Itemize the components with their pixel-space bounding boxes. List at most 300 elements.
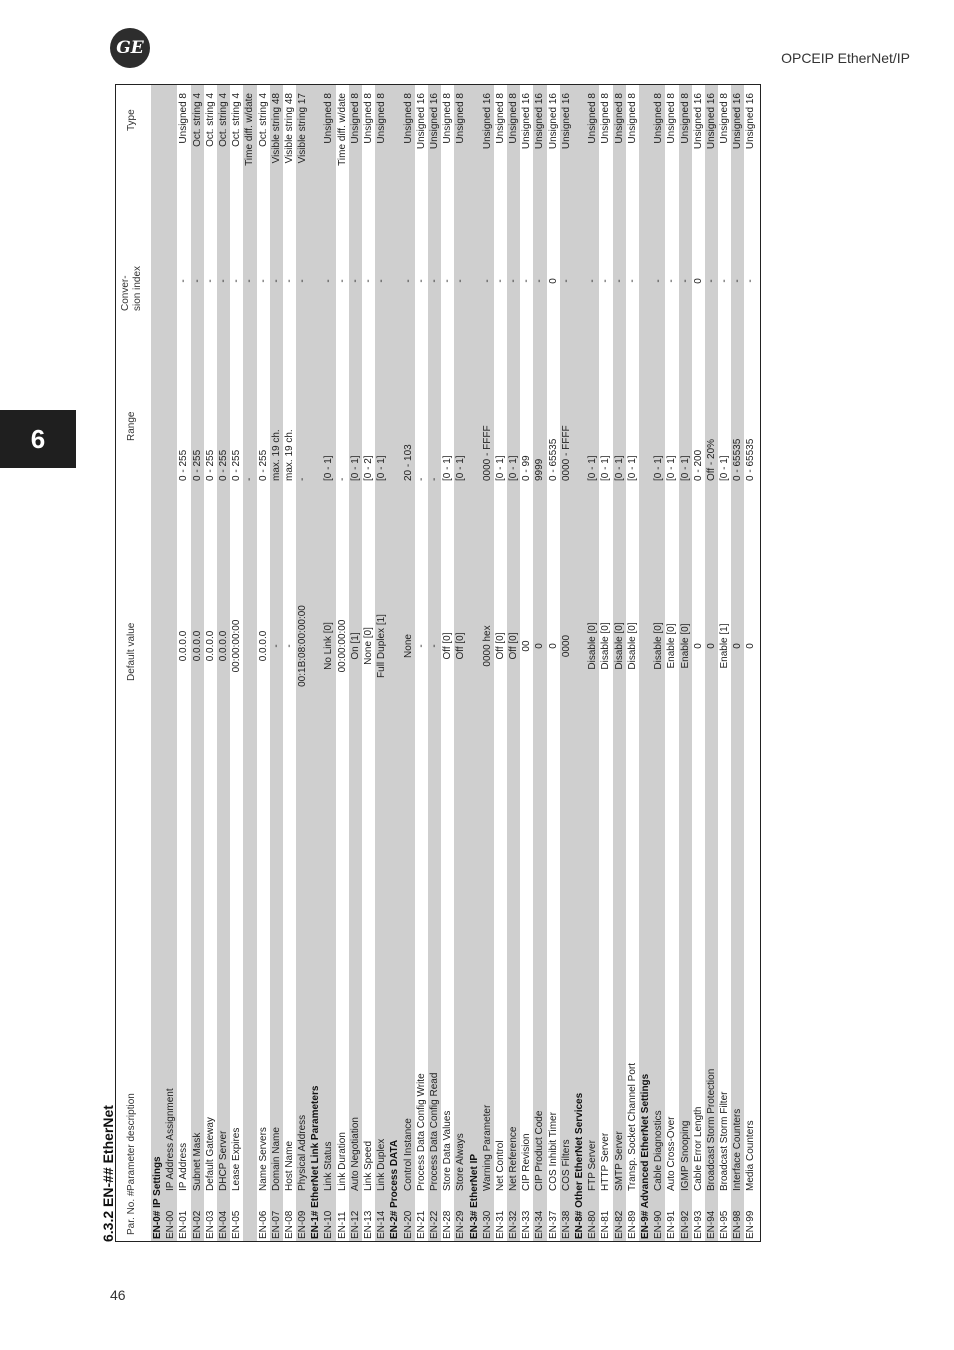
range-cell: 0 - 65535 bbox=[732, 438, 744, 481]
type-cell: Unsigned 16 bbox=[745, 93, 757, 150]
par-no-cell: EN-33 bbox=[521, 1210, 533, 1239]
table-row bbox=[599, 85, 612, 1241]
table-row bbox=[322, 85, 335, 1241]
conversion-index-cell: - bbox=[626, 279, 638, 283]
default-value-cell: 00:1B:08:00:00:00 bbox=[297, 605, 309, 687]
range-cell: [0 - 1] bbox=[442, 455, 454, 481]
range-cell: [0 - 1] bbox=[719, 455, 731, 481]
default-value-cell: 00:00:00:00 bbox=[336, 619, 348, 673]
group-title: EN-2# Process DATA bbox=[389, 1139, 401, 1239]
description-cell: DHCP Server bbox=[217, 1130, 229, 1191]
description-cell: IP Address Assignment bbox=[165, 1088, 177, 1191]
range-cell: - bbox=[415, 477, 427, 481]
description-cell: Broadcast Storm Protection bbox=[705, 1068, 717, 1191]
default-value-cell: Disable [0] bbox=[587, 622, 599, 670]
conversion-index-cell: 0 bbox=[692, 278, 704, 284]
par-no-cell: EN-90 bbox=[653, 1210, 665, 1239]
description-cell: Broadcast Storm Filter bbox=[719, 1091, 731, 1191]
table-row bbox=[217, 85, 230, 1241]
par-no-cell: EN-11 bbox=[336, 1211, 348, 1239]
type-cell: Unsigned 8 bbox=[679, 93, 691, 144]
conversion-index-cell: - bbox=[600, 279, 612, 283]
type-cell: Time diff. w/date bbox=[244, 93, 256, 166]
conversion-index-cell: - bbox=[705, 279, 717, 283]
default-value-cell: 0 bbox=[705, 643, 717, 649]
table-group-row bbox=[639, 85, 652, 1241]
description-cell: SMTP Server bbox=[613, 1131, 625, 1191]
range-cell: [0 - 1] bbox=[613, 455, 625, 481]
type-cell: Unsigned 16 bbox=[534, 93, 546, 150]
conversion-index-cell: - bbox=[231, 279, 243, 283]
type-cell: Unsigned 16 bbox=[692, 93, 704, 150]
description-cell: Auto Negotiation bbox=[349, 1117, 361, 1191]
par-no-cell: EN-01 bbox=[178, 1210, 190, 1239]
range-cell: [0 - 1] bbox=[323, 455, 335, 481]
range-cell: - bbox=[244, 477, 256, 481]
table-row bbox=[494, 85, 507, 1241]
conversion-index-cell: - bbox=[217, 279, 229, 283]
par-no-cell: EN-02 bbox=[191, 1210, 203, 1239]
table-row bbox=[230, 85, 243, 1241]
description-cell: IGMP Snooping bbox=[679, 1120, 691, 1191]
table-header bbox=[116, 85, 151, 1241]
table-row bbox=[441, 85, 454, 1241]
type-cell: Oct. string 4 bbox=[191, 93, 203, 147]
type-cell: Unsigned 8 bbox=[363, 93, 374, 144]
default-value-cell: Full Duplex [1] bbox=[376, 614, 388, 678]
conversion-index-cell: - bbox=[613, 279, 625, 283]
table-row bbox=[375, 85, 388, 1241]
type-cell: Unsigned 8 bbox=[376, 93, 388, 144]
description-cell: Store Always bbox=[455, 1133, 467, 1191]
par-no-cell: EN-22 bbox=[428, 1210, 440, 1239]
description-cell: CIP Revision bbox=[521, 1133, 533, 1191]
type-cell: Unsigned 16 bbox=[481, 93, 493, 150]
range-cell: max. 19 ch. bbox=[283, 429, 295, 481]
type-cell: Unsigned 16 bbox=[428, 93, 440, 150]
conversion-index-cell: - bbox=[521, 279, 533, 283]
range-cell: [0 - 2] bbox=[363, 455, 374, 481]
conversion-index-cell: - bbox=[336, 279, 348, 283]
type-cell: Unsigned 16 bbox=[560, 93, 572, 150]
type-cell: Unsigned 8 bbox=[455, 93, 467, 144]
description-cell: Subnet Mask bbox=[191, 1132, 203, 1191]
type-cell: Visible string 48 bbox=[270, 93, 282, 164]
range-cell: 9999 bbox=[534, 458, 546, 481]
default-value-cell: Off [0] bbox=[508, 632, 520, 660]
description-cell: Process Data Config Write bbox=[415, 1073, 427, 1191]
description-cell: HTTP Server bbox=[600, 1132, 612, 1191]
conversion-index-cell: - bbox=[587, 279, 599, 283]
default-value-cell: On [1] bbox=[349, 632, 361, 660]
par-no-cell: EN-00 bbox=[165, 1210, 177, 1239]
type-cell: Oct. string 4 bbox=[204, 93, 216, 147]
range-cell: 0 - 99 bbox=[521, 455, 533, 481]
table-row bbox=[626, 85, 639, 1241]
default-value-cell: 00:00:00:00 bbox=[231, 619, 243, 673]
default-value-cell: Disable [0] bbox=[626, 622, 638, 670]
par-no-cell: EN-28 bbox=[442, 1210, 454, 1239]
range-cell: 0 - 200 bbox=[692, 449, 704, 481]
default-value-cell: 0.0.0.0 bbox=[191, 630, 203, 662]
table-row bbox=[547, 85, 560, 1241]
table-group-row bbox=[573, 85, 586, 1241]
table-row bbox=[454, 85, 467, 1241]
range-cell: - bbox=[297, 477, 309, 481]
type-cell: Unsigned 8 bbox=[587, 93, 599, 144]
par-no-cell: EN-99 bbox=[745, 1210, 757, 1239]
conversion-index-cell: - bbox=[745, 279, 757, 283]
conversion-index-cell: - bbox=[560, 279, 572, 283]
default-value-cell: Enable [1] bbox=[719, 623, 731, 669]
range-cell: [0 - 1] bbox=[679, 455, 691, 481]
range-cell: 0 - 255 bbox=[191, 449, 203, 481]
description-cell: Control Instance bbox=[402, 1118, 414, 1191]
conversion-index-cell: - bbox=[534, 279, 546, 283]
conversion-index-cell: - bbox=[442, 279, 454, 283]
par-no-cell: EN-03 bbox=[204, 1210, 216, 1239]
default-value-cell: None bbox=[402, 634, 414, 658]
table-row bbox=[428, 85, 441, 1241]
type-cell: Unsigned 8 bbox=[600, 93, 612, 144]
table-group-row bbox=[468, 85, 481, 1241]
description-cell: IP Address bbox=[178, 1142, 190, 1191]
description-cell: Transp. Socket Channel Port bbox=[626, 1062, 638, 1191]
conversion-index-cell: - bbox=[402, 279, 414, 283]
table-row bbox=[652, 85, 665, 1241]
table-row bbox=[296, 85, 309, 1241]
range-cell: - bbox=[428, 477, 440, 481]
table-row bbox=[243, 85, 256, 1241]
conversion-index-cell: - bbox=[178, 279, 190, 283]
par-no-cell: EN-06 bbox=[257, 1210, 269, 1239]
par-no-cell: EN-12 bbox=[349, 1210, 361, 1239]
type-cell: Unsigned 16 bbox=[415, 93, 427, 150]
range-cell: 0 - 255 bbox=[217, 449, 229, 481]
type-cell: Unsigned 8 bbox=[626, 93, 638, 144]
description-cell: Media Counters bbox=[745, 1120, 757, 1191]
range-cell: 0 - 65535 bbox=[745, 438, 757, 481]
range-cell: [0 - 1] bbox=[376, 455, 388, 481]
description-cell: Default Gateway bbox=[204, 1117, 216, 1191]
default-value-cell: Disable [0] bbox=[613, 622, 625, 670]
default-value-cell: - bbox=[270, 644, 282, 648]
conversion-index-cell: - bbox=[349, 279, 361, 283]
default-value-cell: 0.0.0.0 bbox=[217, 630, 229, 662]
range-cell: - bbox=[336, 477, 348, 481]
range-cell: Off - 20% bbox=[705, 438, 717, 481]
conversion-index-cell: - bbox=[204, 279, 216, 283]
description-cell: Interface Counters bbox=[732, 1108, 744, 1191]
par-no-cell: EN-20 bbox=[402, 1210, 414, 1239]
column-header-default: Default value bbox=[126, 622, 137, 681]
type-cell: Unsigned 16 bbox=[547, 93, 559, 150]
description-cell: Cable Error Length bbox=[692, 1106, 704, 1191]
column-header-par-no: Par. No. # bbox=[126, 1190, 137, 1235]
parameter-table bbox=[115, 84, 761, 1242]
par-no-cell: EN-82 bbox=[613, 1210, 625, 1239]
table-row bbox=[731, 85, 744, 1241]
section-heading: 6.3.2 EN-## EtherNet bbox=[100, 1105, 116, 1242]
description-cell: Process Data Config Read bbox=[428, 1072, 440, 1191]
par-no-cell: EN-31 bbox=[494, 1210, 506, 1239]
type-cell: Visible string 17 bbox=[297, 93, 309, 164]
chapter-tab: 6 bbox=[0, 410, 76, 468]
default-value-cell: Enable [0] bbox=[666, 623, 678, 669]
description-cell: Net Reference bbox=[508, 1126, 520, 1191]
ge-logo-icon: GE bbox=[110, 28, 150, 68]
default-value-cell: 0 bbox=[547, 643, 559, 649]
description-cell: Warning Parameter bbox=[481, 1104, 493, 1191]
range-cell: [0 - 1] bbox=[455, 455, 467, 481]
conversion-index-cell: - bbox=[297, 279, 309, 283]
default-value-cell: 0.0.0.0 bbox=[257, 630, 269, 662]
description-cell: Link Duration bbox=[336, 1132, 348, 1191]
range-cell: [0 - 1] bbox=[600, 455, 612, 481]
table-row bbox=[349, 85, 362, 1241]
par-no-cell: EN-05 bbox=[231, 1210, 243, 1239]
par-no-cell: EN-29 bbox=[455, 1210, 467, 1239]
type-cell: Unsigned 8 bbox=[613, 93, 625, 144]
group-title: EN-0# IP Settings bbox=[152, 1156, 163, 1239]
description-cell: COS Inhibit Timer bbox=[547, 1112, 559, 1191]
description-cell: Net Control bbox=[494, 1140, 506, 1191]
table-group-row bbox=[309, 85, 322, 1241]
table-row bbox=[481, 85, 494, 1241]
par-no-cell: EN-38 bbox=[560, 1210, 572, 1239]
description-cell: Cable Diagnostics bbox=[653, 1110, 665, 1191]
type-cell: Unsigned 8 bbox=[442, 93, 454, 144]
type-cell: Unsigned 8 bbox=[653, 93, 665, 144]
type-cell: Unsigned 16 bbox=[732, 93, 744, 150]
par-no-cell: EN-13 bbox=[363, 1210, 374, 1239]
table-row bbox=[257, 85, 270, 1241]
table-row bbox=[692, 85, 705, 1241]
par-no-cell: EN-32 bbox=[508, 1210, 520, 1239]
par-no-cell: EN-34 bbox=[534, 1210, 546, 1239]
type-cell: Unsigned 8 bbox=[719, 93, 731, 144]
default-value-cell: - bbox=[428, 644, 440, 648]
par-no-cell: EN-89 bbox=[626, 1210, 638, 1239]
column-header-type: Type bbox=[126, 109, 137, 131]
default-value-cell: Enable [0] bbox=[679, 623, 691, 669]
type-cell: Unsigned 8 bbox=[349, 93, 361, 144]
conversion-index-cell: - bbox=[481, 279, 493, 283]
description-cell: Domain Name bbox=[270, 1127, 282, 1191]
group-title: EN-8# Other EtherNet Services bbox=[574, 1092, 585, 1239]
default-value-cell: 0000 hex bbox=[481, 625, 493, 667]
table-row bbox=[613, 85, 626, 1241]
column-header-conversion: Conver- bbox=[120, 275, 131, 311]
par-no-cell: EN-81 bbox=[600, 1210, 612, 1239]
range-cell: 0 - 255 bbox=[257, 449, 269, 481]
default-value-cell: Off [0] bbox=[494, 632, 506, 660]
description-cell: Link Status bbox=[323, 1141, 335, 1191]
par-no-cell: EN-07 bbox=[270, 1210, 282, 1239]
group-title: EN-3# EtherNet IP bbox=[468, 1153, 480, 1239]
range-cell: max. 19 ch. bbox=[270, 429, 282, 481]
conversion-index-cell: - bbox=[257, 279, 269, 283]
conversion-index-cell: - bbox=[244, 279, 256, 283]
range-cell: 0 - 65535 bbox=[547, 438, 559, 481]
conversion-index-cell: - bbox=[270, 279, 282, 283]
conversion-index-cell: - bbox=[679, 279, 691, 283]
range-cell: [0 - 1] bbox=[494, 455, 506, 481]
default-value-cell: Off [0] bbox=[455, 632, 467, 660]
conversion-index-cell: - bbox=[376, 279, 388, 283]
table-row bbox=[191, 85, 204, 1241]
par-no-cell: EN-94 bbox=[705, 1210, 717, 1239]
range-cell: 0 - 255 bbox=[231, 449, 243, 481]
description-cell: Name Servers bbox=[257, 1127, 269, 1191]
group-title: EN-1# EtherNet Link Parameters bbox=[310, 1085, 322, 1239]
par-no-cell: EN-93 bbox=[692, 1210, 704, 1239]
group-title: EN-9# Advanced EtherNet Settings bbox=[639, 1073, 651, 1239]
type-cell: Visible string 48 bbox=[283, 93, 295, 164]
default-value-cell: None [0] bbox=[363, 627, 374, 665]
range-cell: [0 - 1] bbox=[626, 455, 638, 481]
table-row bbox=[507, 85, 520, 1241]
conversion-index-cell: - bbox=[415, 279, 427, 283]
table-row bbox=[520, 85, 533, 1241]
table-row bbox=[586, 85, 599, 1241]
table-group-row bbox=[151, 85, 164, 1241]
table-row bbox=[362, 85, 375, 1241]
description-cell: Physical Address bbox=[297, 1114, 309, 1191]
type-cell: Unsigned 8 bbox=[508, 93, 520, 144]
conversion-index-cell: - bbox=[428, 279, 440, 283]
default-value-cell: 0 bbox=[732, 643, 744, 649]
type-cell: Unsigned 8 bbox=[402, 93, 414, 144]
type-cell: Unsigned 8 bbox=[666, 93, 678, 144]
conversion-index-cell: - bbox=[666, 279, 678, 283]
table-row bbox=[665, 85, 678, 1241]
par-no-cell: EN-37 bbox=[547, 1210, 559, 1239]
par-no-cell: EN-98 bbox=[732, 1210, 744, 1239]
table-row bbox=[177, 85, 190, 1241]
description-cell: COS Filters bbox=[560, 1139, 572, 1191]
description-cell: Auto Cross-Over bbox=[666, 1116, 678, 1191]
conversion-index-cell: - bbox=[719, 279, 731, 283]
par-no-cell: EN-95 bbox=[719, 1210, 731, 1239]
default-value-cell: 0000 bbox=[560, 634, 572, 658]
table-row bbox=[533, 85, 546, 1241]
conversion-index-cell: - bbox=[732, 279, 744, 283]
description-cell: Link Duplex bbox=[376, 1138, 388, 1191]
par-no-cell: EN-04 bbox=[217, 1210, 229, 1239]
table-row bbox=[336, 85, 349, 1241]
type-cell: Unsigned 8 bbox=[178, 93, 190, 144]
table-row bbox=[402, 85, 415, 1241]
range-cell: 0000 - FFFF bbox=[560, 425, 572, 481]
par-no-cell: EN-09 bbox=[297, 1210, 309, 1239]
column-header-conversion-index: sion index bbox=[132, 265, 143, 311]
description-cell: CIP Product Code bbox=[534, 1110, 546, 1191]
default-value-cell: 0 bbox=[692, 643, 704, 649]
table-group-row bbox=[388, 85, 401, 1241]
type-cell: Time diff. w/date bbox=[336, 93, 348, 166]
range-cell: [0 - 1] bbox=[653, 455, 665, 481]
default-value-cell: 0.0.0.0 bbox=[204, 630, 216, 662]
par-no-cell: EN-30 bbox=[481, 1210, 493, 1239]
range-cell: [0 - 1] bbox=[508, 455, 520, 481]
default-value-cell: 0 bbox=[534, 643, 546, 649]
conversion-index-cell: - bbox=[323, 279, 335, 283]
range-cell: [0 - 1] bbox=[666, 455, 678, 481]
table-row bbox=[415, 85, 428, 1241]
default-value-cell: - bbox=[415, 644, 427, 648]
par-no-cell: EN-14 bbox=[376, 1210, 388, 1239]
table-row bbox=[283, 85, 296, 1241]
type-cell: Oct. string 4 bbox=[231, 93, 243, 147]
type-cell: Unsigned 16 bbox=[705, 93, 717, 150]
range-cell: 0 - 255 bbox=[178, 449, 190, 481]
type-cell: Unsigned 8 bbox=[494, 93, 506, 144]
conversion-index-cell: - bbox=[494, 279, 506, 283]
table-row bbox=[718, 85, 731, 1241]
description-cell: Link Speed bbox=[363, 1140, 374, 1191]
range-cell: [0 - 1] bbox=[349, 455, 361, 481]
conversion-index-cell: - bbox=[653, 279, 665, 283]
par-no-cell: EN-21 bbox=[415, 1210, 427, 1239]
page-number: 46 bbox=[110, 1287, 126, 1303]
par-no-cell: EN-92 bbox=[679, 1210, 691, 1239]
table-row bbox=[560, 85, 573, 1241]
column-header-range: Range bbox=[126, 411, 137, 441]
conversion-index-cell: - bbox=[191, 279, 203, 283]
type-cell: Oct. string 4 bbox=[257, 93, 269, 147]
conversion-index-cell: - bbox=[283, 279, 295, 283]
table-row bbox=[679, 85, 692, 1241]
par-no-cell: EN-10 bbox=[323, 1210, 335, 1239]
page-header-title: OPCEIP EtherNet/IP bbox=[781, 50, 910, 66]
description-cell: Store Data Values bbox=[442, 1110, 454, 1191]
conversion-index-cell: - bbox=[455, 279, 467, 283]
description-cell: FTP Server bbox=[587, 1140, 599, 1191]
default-value-cell: Disable [0] bbox=[653, 622, 665, 670]
column-header-description: Parameter description bbox=[126, 1093, 137, 1191]
description-cell: Lease Expires bbox=[231, 1127, 243, 1191]
range-cell: [0 - 1] bbox=[587, 455, 599, 481]
par-no-cell: EN-80 bbox=[587, 1210, 599, 1239]
range-cell: 20 - 103 bbox=[402, 444, 414, 481]
default-value-cell: Disable [0] bbox=[600, 622, 612, 670]
default-value-cell: 0 bbox=[745, 643, 757, 649]
type-cell: Oct. string 4 bbox=[217, 93, 229, 147]
type-cell: Unsigned 16 bbox=[521, 93, 533, 150]
default-value-cell: 0.0.0.0 bbox=[178, 630, 190, 662]
default-value-cell: - bbox=[283, 644, 295, 648]
table-body bbox=[151, 85, 758, 1241]
par-no-cell: EN-91 bbox=[666, 1210, 678, 1239]
table-row bbox=[164, 85, 177, 1241]
par-no-cell: EN-08 bbox=[283, 1210, 295, 1239]
default-value-cell: No Link [0] bbox=[323, 622, 335, 670]
description-cell: Host Name bbox=[283, 1140, 295, 1191]
table-row bbox=[744, 85, 757, 1241]
range-cell: 0 - 255 bbox=[204, 449, 216, 481]
range-cell: 0000 - FFFF bbox=[481, 425, 493, 481]
conversion-index-cell: - bbox=[508, 279, 520, 283]
type-cell: Unsigned 8 bbox=[323, 93, 335, 144]
conversion-index-cell: 0 bbox=[547, 278, 559, 284]
rotated-table-section bbox=[99, 82, 764, 1242]
conversion-index-cell: - bbox=[363, 279, 374, 283]
default-value-cell: 00 bbox=[521, 640, 533, 652]
table-row bbox=[705, 85, 718, 1241]
table-row bbox=[204, 85, 217, 1241]
default-value-cell: Off [0] bbox=[442, 632, 454, 660]
